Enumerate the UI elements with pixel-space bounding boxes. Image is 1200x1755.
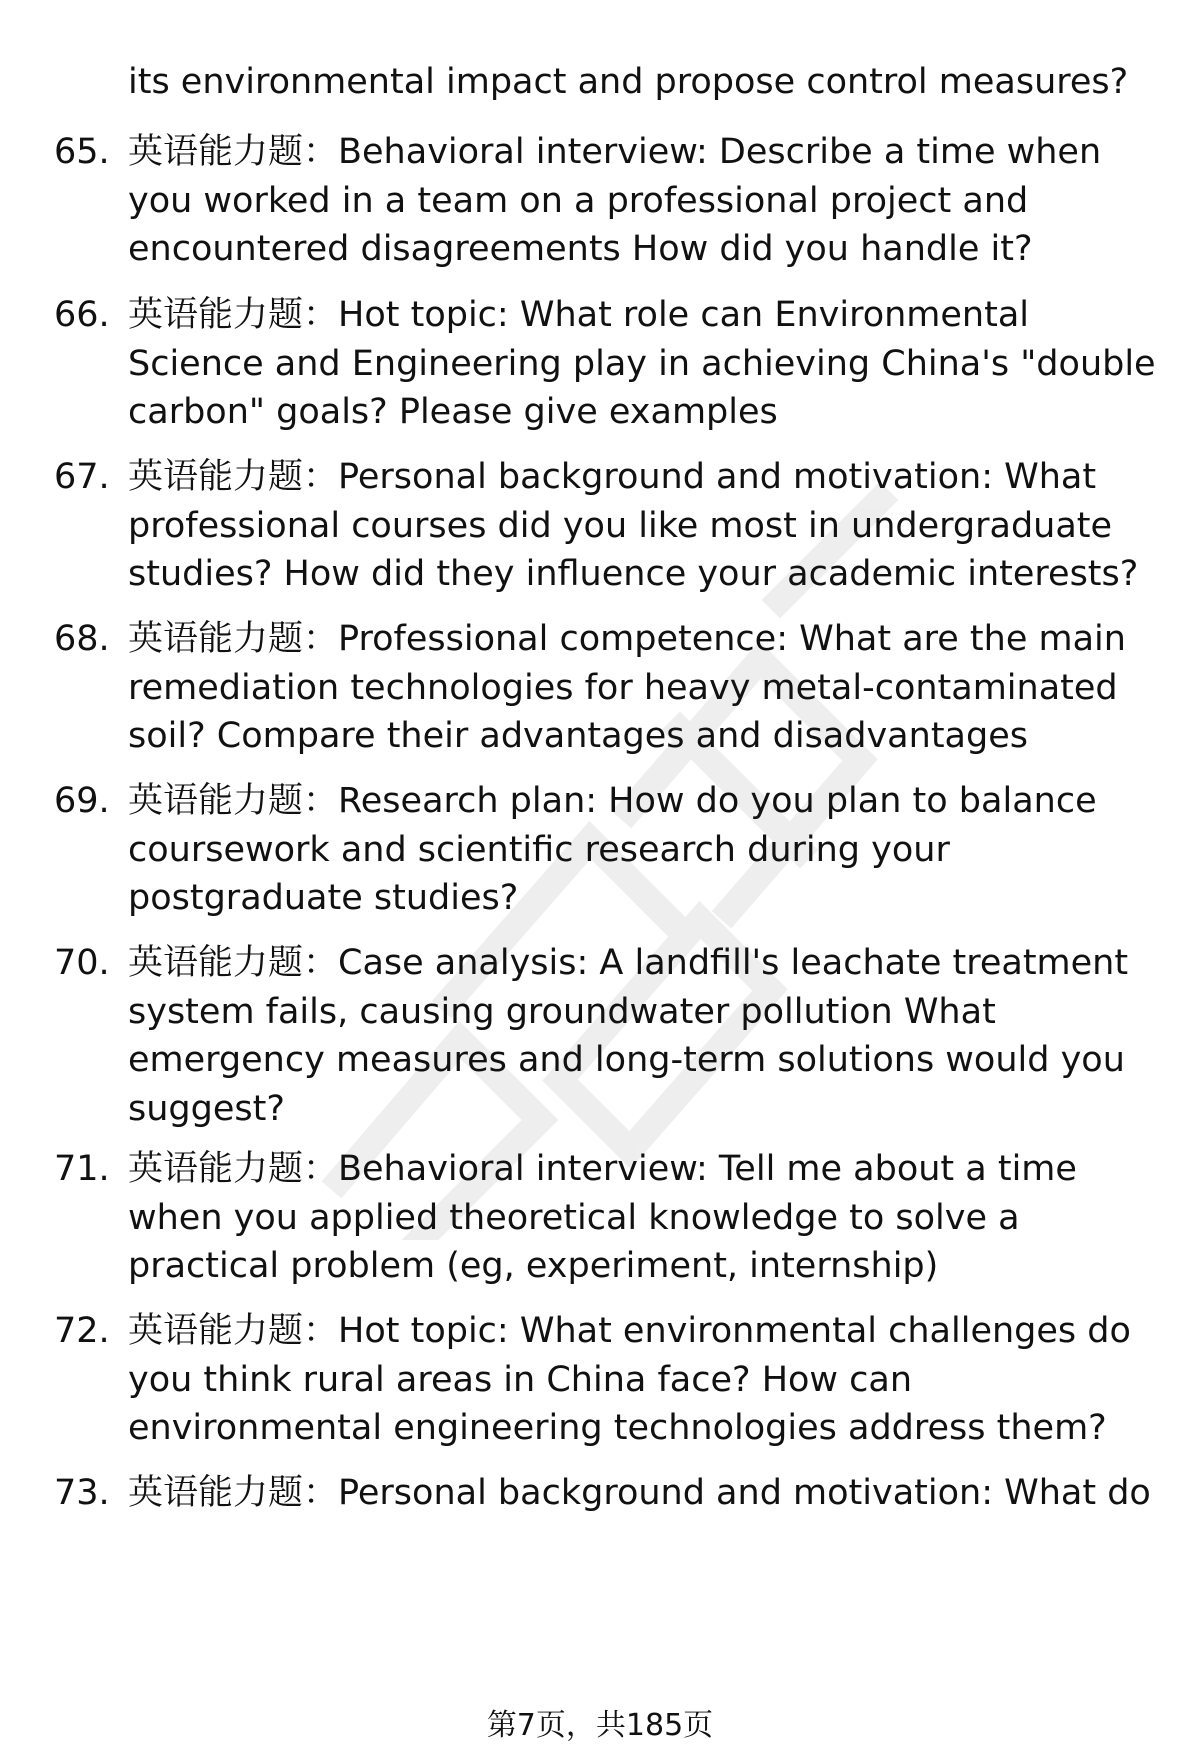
item-body: [128, 291, 1168, 437]
item-tag: 英语能力题：: [128, 781, 339, 821]
item-text: Case analysis: A landfill's leachate treatment system fails, causing groundwater pollution What emergency measures and long-term solutions would you suggest?: [128, 943, 1129, 1129]
item-body: [128, 453, 1168, 599]
item-tag: 英语能力题：: [128, 1311, 339, 1351]
item-number: 69.: [54, 781, 110, 821]
item-tag: 英语能力题：: [128, 943, 339, 983]
item-tag: 英语能力题：: [128, 619, 339, 659]
item-text: Research plan: How do you plan to balance coursework and scientific research during your postgraduate studies?: [128, 781, 1097, 918]
item-tag: 英语能力题：: [128, 457, 339, 497]
item-tag: 英语能力题：: [128, 132, 339, 172]
continuation-line: its environmental impact and propose control measures?: [128, 62, 1129, 102]
item-number: 65.: [54, 132, 110, 172]
item-body: [128, 1307, 1168, 1453]
item-text: Professional competence: What are the main remediation technologies for heavy metal-contaminated soil? Compare their advantages and disadvantages: [128, 619, 1126, 756]
item-number: 67.: [54, 457, 110, 497]
item-text: Personal background and motivation: What professional courses did you like most in undergraduate studies? How did they influence your academic interests?: [128, 457, 1139, 594]
item-text: Behavioral interview: Tell me about a time when you applied theoretical knowledge to solve a practical problem (eg, experiment, internship): [128, 1149, 1077, 1286]
item-number: 73.: [54, 1473, 110, 1513]
item-text: Personal background and motivation: What do: [338, 1473, 1151, 1513]
item-body: [128, 1145, 1168, 1291]
page-footer: 第7页，共185页: [486, 1708, 714, 1743]
item-text: Hot topic: What role can Environmental Science and Engineering play in achieving China's "double carbon" goals? Please give examples: [128, 295, 1156, 432]
item-body: [128, 615, 1168, 761]
item-tag: 英语能力题：: [128, 295, 339, 335]
item-number: 70.: [54, 943, 110, 983]
item-body: [128, 1469, 1168, 1518]
item-tag: 英语能力题：: [128, 1473, 339, 1513]
item-number: 66.: [54, 295, 110, 335]
item-text: Hot topic: What environmental challenges do you think rural areas in China face? How can environmental engineering technologies address them?: [128, 1311, 1131, 1448]
item-body: [128, 128, 1168, 274]
item-number: 68.: [54, 619, 110, 659]
item-body: [128, 777, 1168, 923]
item-number: 72.: [54, 1311, 110, 1351]
item-number: 71.: [54, 1149, 110, 1189]
item-tag: 英语能力题：: [128, 1149, 339, 1189]
item-text: Behavioral interview: Describe a time when you worked in a team on a professional project and encountered disagreements How did you handle it?: [128, 132, 1102, 269]
item-body: [128, 939, 1168, 1133]
